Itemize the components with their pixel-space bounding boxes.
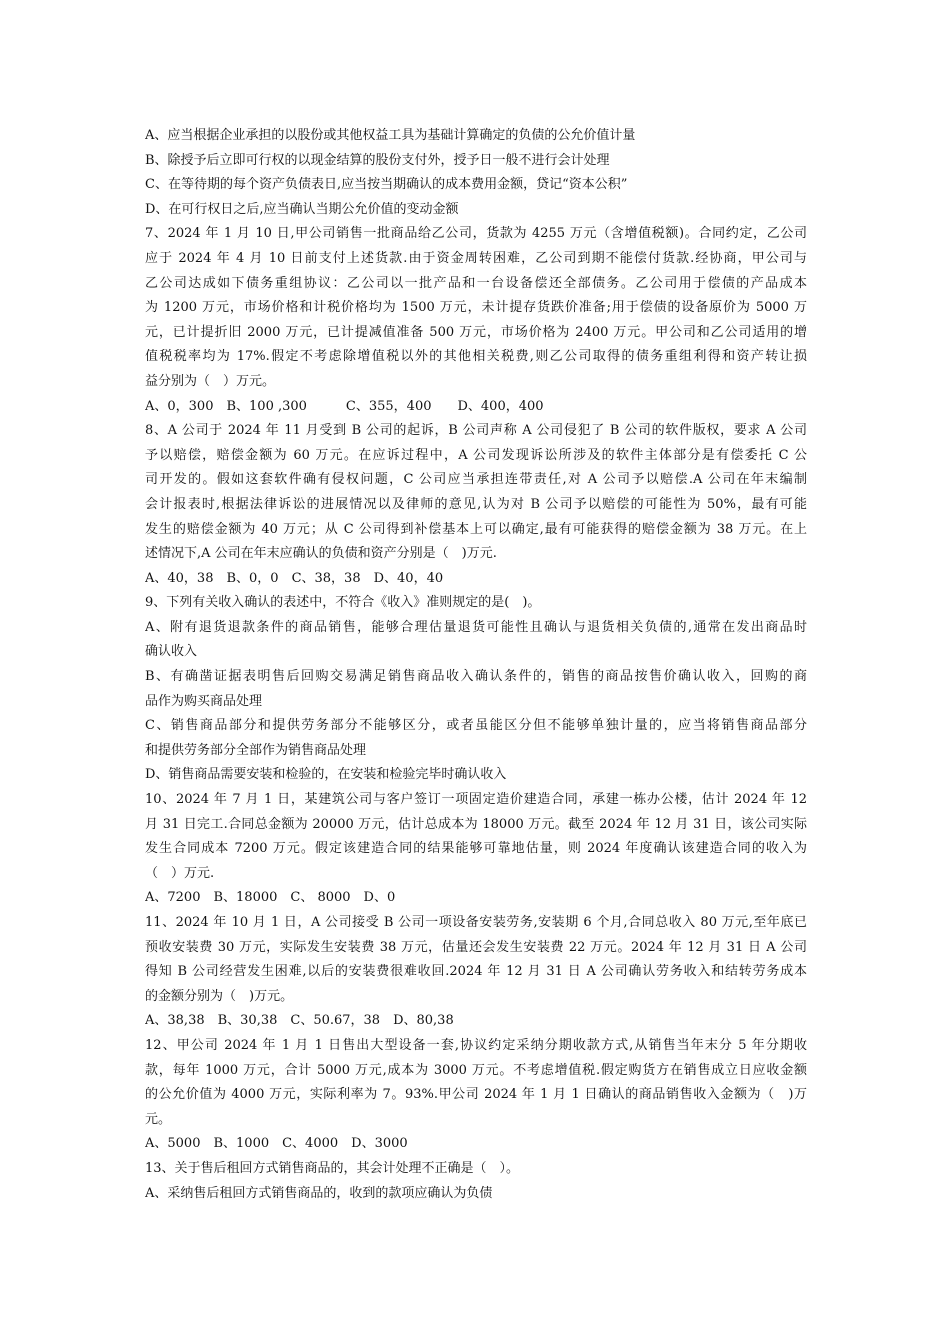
text-line: 予以赔偿，赔偿金额为 60 万元。在应诉过程中，A 公司发现诉讼所涉及的软件主体部分是有偿委托 C 公: [145, 447, 807, 463]
text-line: 发生合同成本 7200 万元。假定该建造合同的结果能够可靠地估量，则 2024 年度确认该建造合同的收入为: [145, 841, 807, 857]
text-line: D、在可行权日之后,应当确认当期公允价值的变动金额: [145, 201, 459, 217]
text-line: 8、A 公司于 2024 年 11 月受到 B 公司的起诉，B 公司声称 A 公司侵犯了 B 公司的软件版权，要求 A 公司: [145, 423, 807, 439]
document-page: [145, 124, 807, 1206]
text-line: （ ）万元.: [145, 865, 215, 881]
text-line: A、40，38 B、0，0 C、38，38 D、40，40: [145, 570, 444, 586]
text-line: 的公允价值为 4000 万元，实际利率为 7。93%.甲公司 2024 年 1 月 1 日确认的商品销售收入金额为（ )万: [145, 1087, 807, 1103]
text-line: C、销售商品部分和提供劳务部分不能够区分，或者虽能区分但不能够单独计量的，应当将销售商品部分: [145, 718, 807, 734]
text-line: 10、2024 年 7 月 1 日，某建筑公司与客户签订一项固定造价建造合同，承建一栋办公楼，估计 2024 年 12: [145, 792, 807, 808]
text-line: C、在等待期的每个资产负债表日,应当按当期确认的成本费用金额，贷记“资本公积”: [145, 177, 628, 193]
text-line: 益分别为（ ）万元。: [145, 373, 276, 389]
text-line: 月 31 日完工.合同总金额为 20000 万元，估计总成本为 18000 万元。截至 2024 年 12 月 31 日，该公司实际: [145, 816, 807, 832]
text-line: A、5000 B、1000 C、4000 D、3000: [145, 1136, 408, 1152]
text-line: 和提供劳务部分全部作为销售商品处理: [145, 742, 367, 758]
text-line: 元，已计提折旧 2000 万元，已计提减值准备 500 万元，市场价格为 2400 万元。甲公司和乙公司适用的增: [145, 324, 807, 340]
text-line: 11、2024 年 10 月 1 日，A 公司接受 B 公司一项设备安装劳务,安装期 6 个月,合同总收入 80 万元,至年底已: [145, 915, 807, 930]
text-line: A、38,38 B、30,38 C、50.67，38 D、80,38: [145, 1013, 454, 1029]
text-line: 发生的赔偿金额为 40 万元；从 C 公司得到补偿基本上可以确定,最有可能获得的赔偿金额为 38 万元。在上: [145, 521, 807, 537]
text-line: B、有确凿证据表明售后回购交易满足销售商品收入确认条件的，销售的商品按售价确认收入，回购的商: [145, 669, 807, 685]
text-line: 7、2024 年 1 月 10 日,甲公司销售一批商品给乙公司，货款为 4255 万元（含增值税额)。合同约定，乙公司: [145, 226, 807, 242]
text-line: 预收安装费 30 万元，实际发生安装费 38 万元，估量还会发生安装费 22 万元。2024 年 12 月 31 日 A 公司: [145, 939, 807, 955]
text-line: A、0，300 B、100 ,300 C、355，400 D、400，400: [145, 398, 544, 414]
text-line: 的金额分别为（ )万元。: [145, 988, 294, 1004]
text-line: A、7200 B、18000 C、 8000 D、0: [145, 890, 396, 906]
text-line: 款，每年 1000 万元，合计 5000 万元,成本为 3000 万元。不考虑增值税.假定购货方在销售成立日应收金额: [145, 1062, 807, 1078]
text-line: A、采纳售后租回方式销售商品的，收到的款项应确认为负债: [145, 1185, 493, 1201]
text-line: D、销售商品需要安装和检验的，在安装和检验完毕时确认收入: [145, 767, 507, 783]
text-line: 乙公司达成如下债务重组协议：乙公司以一批产品和一台设备偿还全部债务。乙公司用于偿债的产品成本: [145, 275, 807, 291]
text-line: A、应当根据企业承担的以股份或其他权益工具为基础计算确定的负债的公允价值计量: [145, 128, 636, 143]
text-line: 为 1200 万元，市场价格和计税价格均为 1500 万元，未计提存货跌价准备;用于偿债的设备原价为 5000 万: [145, 300, 807, 316]
text-line: B、除授予后立即可行权的以现金结算的股份支付外，授予日一般不进行会计处理: [145, 152, 610, 168]
text-line: 元。: [145, 1111, 172, 1127]
text-line: 13、关于售后租回方式销售商品的，其会计处理不正确是（ ）。: [145, 1160, 520, 1176]
text-line: A、附有退货退款条件的商品销售，能够合理估量退货可能性且确认与退货相关负债的,通常在发出商品时: [145, 619, 807, 635]
text-line: 12、甲公司 2024 年 1 月 1 日售出大型设备一套,协议约定采纳分期收款方式,从销售当年末分 5 年分期收: [145, 1037, 807, 1053]
text-line: 会计报表时,根据法律诉讼的进展情况以及律师的意见,认为对 B 公司予以赔偿的可能性为 50%，最有可能: [145, 496, 807, 512]
text-line: 确认收入: [145, 644, 198, 660]
text-line: 值税税率均为 17%.假定不考虑除增值税以外的其他相关税费,则乙公司取得的债务重组利得和资产转让损: [145, 349, 807, 365]
text-line: 品作为购买商品处理: [145, 693, 263, 709]
text-line: 得知 B 公司经营发生困难,以后的安装费很难收回.2024 年 12 月 31 日 A 公司确认劳务收入和结转劳务成本: [145, 964, 807, 980]
text-line: 司开发的。假如这套软件确有侵权问题，C 公司应当承担连带责任,对 A 公司予以赔偿.A 公司在年末编制: [145, 472, 807, 488]
text-line: 应于 2024 年 4 月 10 日前支付上述货款.由于资金周转困难，乙公司到期不能偿付货款.经协商，甲公司与: [145, 250, 807, 266]
text-line: 9、下列有关收入确认的表述中，不符合《收入》准则规定的是( )。: [145, 595, 541, 611]
text-line: 述情况下,A 公司在年末应确认的负债和资产分别是（ )万元.: [145, 546, 497, 562]
